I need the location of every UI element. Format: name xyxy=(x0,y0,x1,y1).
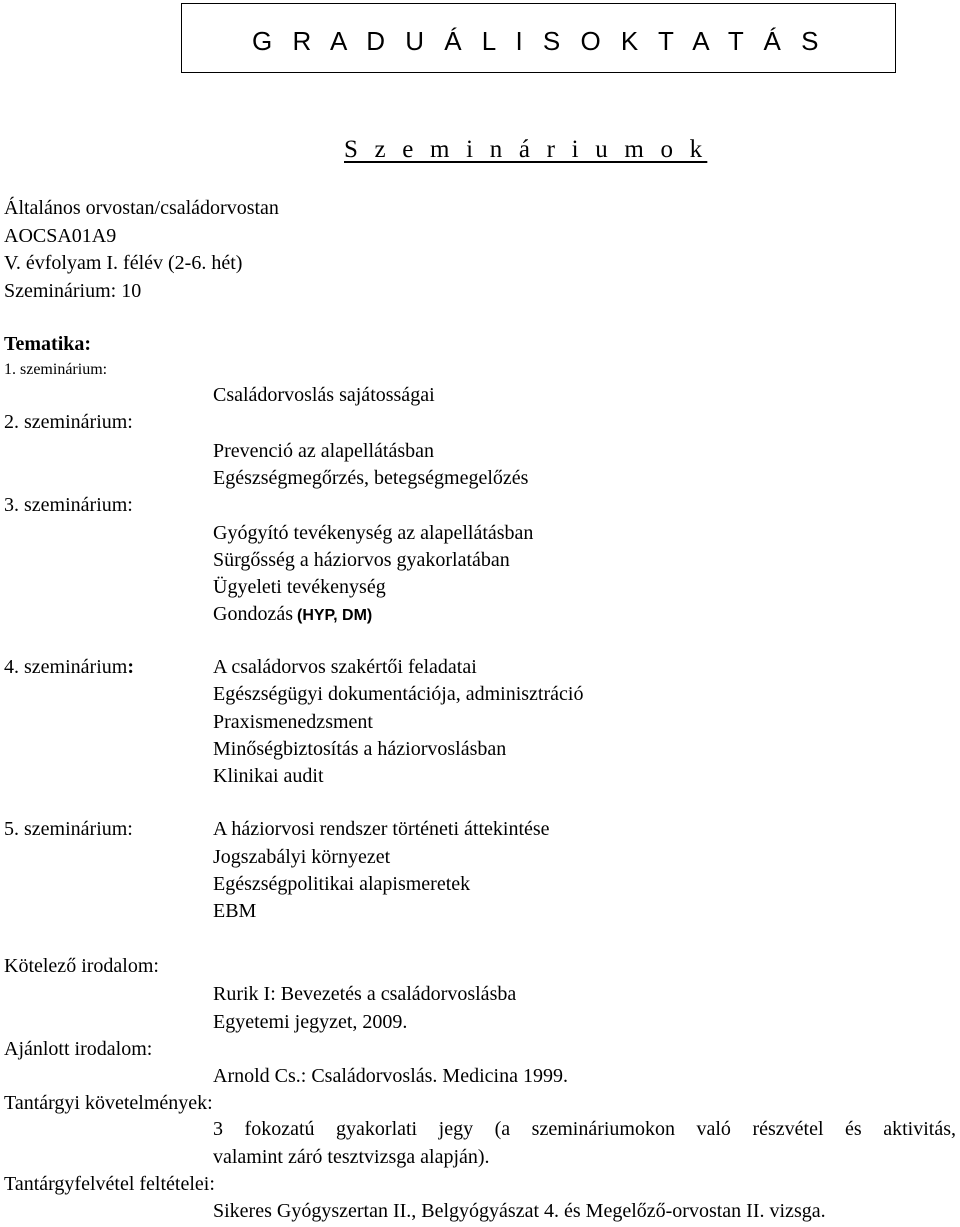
recommended-literature-heading: Ajánlott irodalom: xyxy=(4,1038,153,1060)
required-literature-item: Rurik I: Bevezetés a családorvoslásba xyxy=(213,983,517,1005)
document-subtitle: S z e m i n á r i u m o k xyxy=(344,136,708,163)
seminar-3-item: Sürgősség a háziorvos gyakorlatában xyxy=(213,549,510,571)
seminar-3-label: 3. szeminárium: xyxy=(4,494,133,516)
recommended-literature-item: Arnold Cs.: Családorvoslás. Medicina 1999. xyxy=(213,1065,568,1087)
course-seminar-count: Szeminárium: 10 xyxy=(4,280,142,302)
seminar-4-item: Klinikai audit xyxy=(213,765,324,787)
seminar-3-item: Gyógyító tevékenység az alapellátásban xyxy=(213,522,534,544)
prerequisites-text: Sikeres Gyógyszertan II., Belgyógyászat 4. és Megelőző-orvostan II. vizsga. xyxy=(213,1200,826,1222)
seminar-5-label: 5. szeminárium: xyxy=(4,818,133,840)
seminar-5-item: A háziorvosi rendszer történeti áttekintése xyxy=(213,818,550,840)
prerequisites-heading: Tantárgyfelvétel feltételei: xyxy=(4,1173,215,1195)
seminar-1-item: Családorvoslás sajátosságai xyxy=(213,384,435,406)
seminar-4-label xyxy=(4,656,134,679)
requirements-heading: Tantárgyi követelmények: xyxy=(4,1092,213,1114)
document-title: G R A D U Á L I S O K T A T Á S xyxy=(252,26,825,56)
requirements-text-cont: valamint záró tesztvizsga alapján). xyxy=(213,1146,490,1168)
seminar-3-item-text: Gondozás xyxy=(213,603,293,625)
seminar-3-item xyxy=(213,603,372,626)
seminar-5-item: Jogszabályi környezet xyxy=(213,846,391,868)
seminar-1-label: 1. szeminárium: xyxy=(4,361,108,378)
seminar-3-item-abbrev: (HYP, DM) xyxy=(296,607,373,624)
seminar-2-label: 2. szeminárium: xyxy=(4,411,133,433)
course-semester: V. évfolyam I. félév (2-6. hét) xyxy=(4,252,243,274)
seminar-5-item: EBM xyxy=(213,900,257,922)
seminar-2-item: Prevenció az alapellátásban xyxy=(213,440,434,462)
seminar-3-item: Ügyeleti tevékenység xyxy=(213,576,386,598)
seminar-4-item: Egészségügyi dokumentációja, adminisztráció xyxy=(213,683,584,705)
required-literature-item: Egyetemi jegyzet, 2009. xyxy=(213,1011,408,1033)
seminar-2-item: Egészségmegőrzés, betegségmegelőzés xyxy=(213,467,529,489)
course-name: Általános orvostan/családorvostan xyxy=(4,197,279,219)
seminar-4-label-colon: : xyxy=(127,656,134,678)
seminar-4-item: Praxismenedzsment xyxy=(213,711,373,733)
seminar-4-label-text: 4. szeminárium xyxy=(4,656,128,678)
requirements-text: 3 fokozatú gyakorlati jegy (a szemináriumokon való részvétel és aktivitás, xyxy=(213,1118,956,1140)
course-code: AOCSA01A9 xyxy=(4,225,117,247)
tematika-heading: Tematika: xyxy=(4,333,92,355)
header-box xyxy=(181,3,896,73)
seminar-4-item: Minőségbiztosítás a háziorvoslásban xyxy=(213,738,507,760)
seminar-4-item: A családorvos szakértői feladatai xyxy=(213,656,477,678)
required-literature-heading: Kötelező irodalom: xyxy=(4,955,159,977)
seminar-5-item: Egészségpolitikai alapismeretek xyxy=(213,873,471,895)
